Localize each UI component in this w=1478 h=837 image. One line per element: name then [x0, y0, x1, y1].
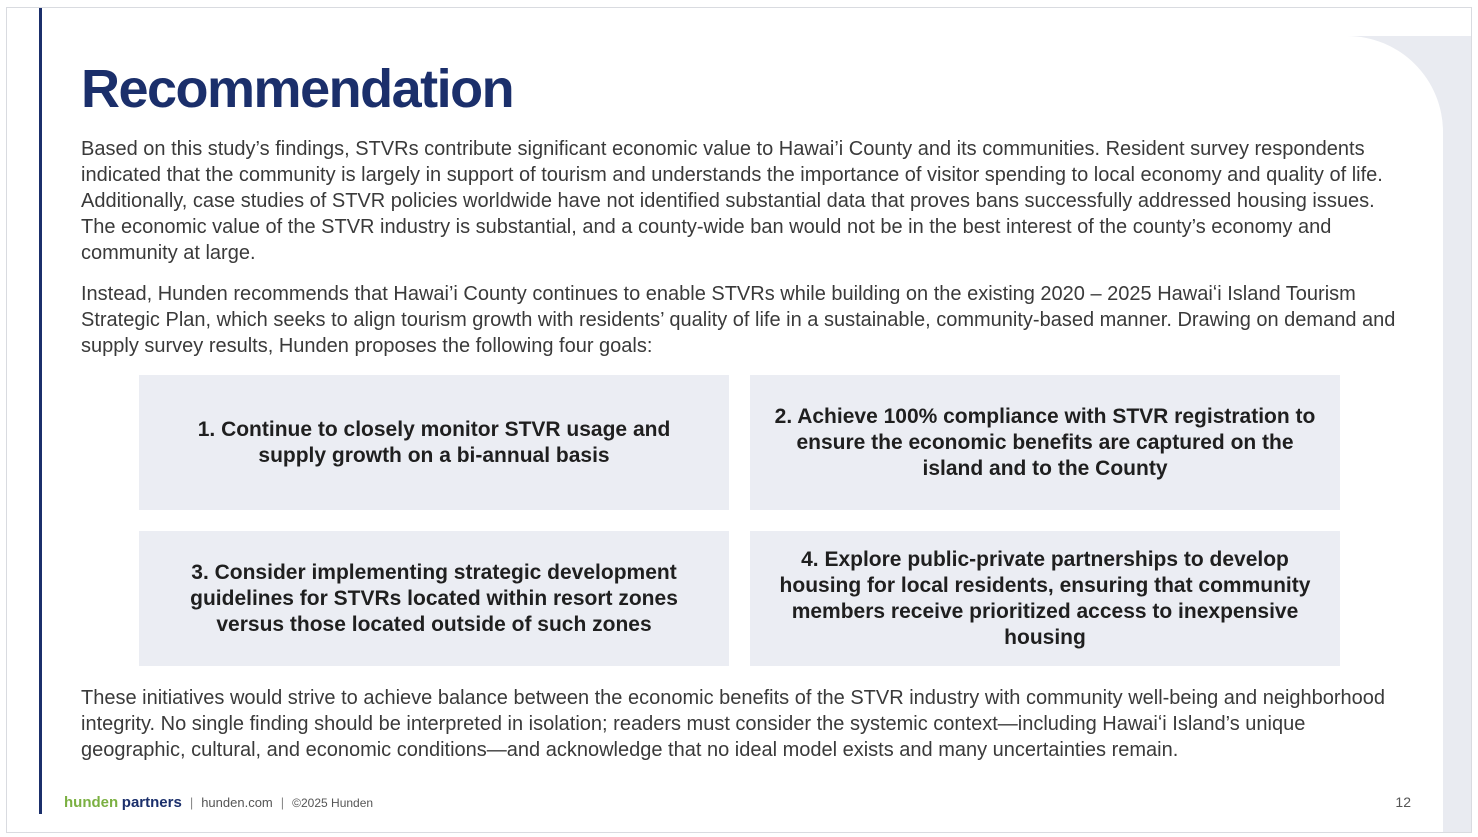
goal-box-4: [750, 531, 1340, 666]
conclusion-paragraph: These initiatives would strive to achieve balance between the economic benefits of the STVR industry with community well-being and neighborhood integrity. No single finding should be interpreted in isolation; readers must consider the systemic context—including Hawaiʻi Island’s unique geographic, cultural, and economic conditions—and acknowledge that no ideal model exists and many uncertainties remain.: [81, 687, 1386, 761]
brand-name-first: hunden: [64, 794, 119, 811]
goal-text: 4. Explore public-private partnerships to develop housing for local residents, ensuring that community members receive prioritized access to inexpensive housing: [779, 547, 1311, 649]
brand-name-second: partners: [121, 794, 182, 811]
goal-box-3: [139, 531, 729, 666]
left-accent-rule: [39, 8, 42, 814]
goal-box-1: [139, 375, 729, 510]
page-title: Recommendation: [81, 59, 514, 119]
footer-separator: |: [189, 795, 194, 810]
slide: [6, 7, 1472, 833]
goal-text: 1. Continue to closely monitor STVR usage and supply growth on a bi-annual basis: [197, 417, 671, 467]
footer-copyright: ©2025 Hunden: [292, 795, 374, 810]
footer-website: hunden.com: [201, 795, 273, 810]
goal-text: 2. Achieve 100% compliance with STVR registration to ensure the economic benefits are captured on the island and to the County: [774, 404, 1316, 480]
goal-box-2: [750, 375, 1340, 510]
footer-logo: [64, 794, 182, 811]
page-number: 12: [1395, 794, 1411, 810]
footer-separator: |: [280, 795, 285, 810]
footer: [64, 794, 373, 811]
goal-text: 3. Consider implementing strategic development guidelines for STVRs located within resort zones versus those located outside of such zones: [190, 560, 678, 636]
recommendation-paragraph: Instead, Hunden recommends that Hawai’i County continues to enable STVRs while building on the existing 2020 – 2025 Hawaiʻi Island Tourism Strategic Plan, which seeks to align tourism growth with residents’ quality of life in a sustainable, community-based manner. Drawing on demand and supply survey results, Hunden proposes the following four goals:: [81, 283, 1396, 357]
intro-paragraph: Based on this study’s findings, STVRs contribute significant economic value to Hawai’i County and its communities. Resident survey respondents indicated that the community is largely in support of tourism and understands the importance of visitor spending to local economy and quality of life. Additionally, case studies of STVR policies worldwide have not identified substantial data that proves bans successfully addressed housing issues. The economic value of the STVR industry is substantial, and a county-wide ban would not be in the best interest of the county’s economy and community at large.: [81, 138, 1383, 264]
